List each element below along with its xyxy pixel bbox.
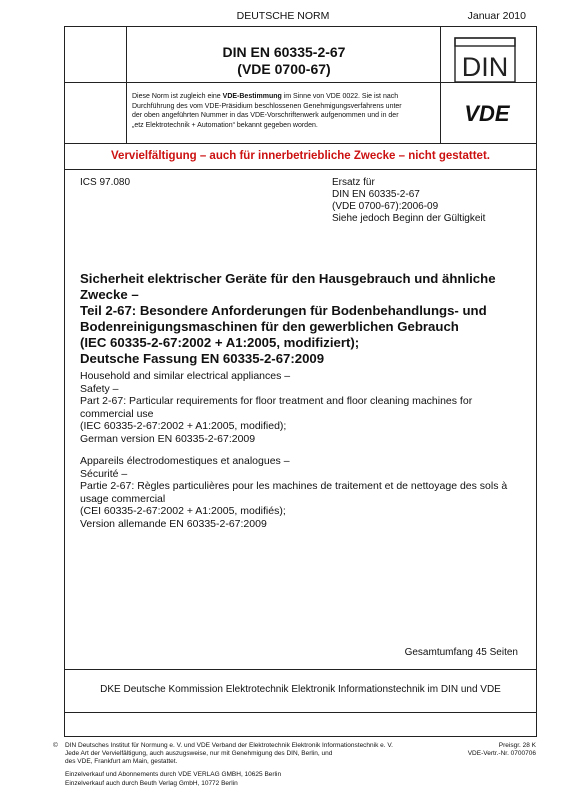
- price-info: Preisgr. 28 K VDE-Vertr.-Nr. 0700706: [467, 742, 536, 757]
- copy-warning: Vervielfältigung – auch für innerbetriebliche Zwecke – nicht gestattet.: [111, 150, 490, 162]
- title-french: Appareils électrodomestiques et analogues – Sécurité – Partie 2-67: Règles particulières pour les machines de traitement et de nettoyage des sols à usage commercial (CEI 60335-2-67:2002 + A1:2005, modifiés); Version allemande EN 60335-2-67:2009: [80, 455, 508, 530]
- copyright-notice: © DIN Deutsches Institut für Normung e. V. und VDE Verband der Elektrotechnik Elektronik Informationstechnik e. V. Jede Art der Vervielfältigung, auch auszugsweise, nur mit Genehmigung des DIN, Berlin, und des VDE, Frankfurt am Main, gestattet.: [53, 742, 393, 765]
- vde-logo-text: VDE: [464, 101, 510, 126]
- vde-number: (VDE 0700-67): [237, 61, 331, 77]
- replacement-info: Ersatz für DIN EN 60335-2-67 (VDE 0700-67):2006-09 Siehe jedoch Beginn der Gültigkeit: [332, 177, 486, 224]
- vde-logo: [452, 98, 522, 128]
- total-pages: Gesamtumfang 45 Seiten: [404, 647, 518, 658]
- document-number: DIN EN 60335-2-67: [222, 44, 346, 60]
- standard-type-label: DEUTSCHE NORM: [236, 10, 330, 22]
- document-number-block: [130, 44, 438, 78]
- vde-notice: Diese Norm ist zugleich eine VDE-Bestimmung im Sinne von VDE 0022. Sie ist nach Durchführung des vom VDE-Präsidium beschlossenen Genehmigungsverfahrens unter der oben angeführten Nummer in das VDE-Vorschriftenwerk aufgenommen und in der „etz Elektrotechnik + Automation“ bekannt gegeben worden.: [132, 93, 402, 129]
- ics-code: ICS 97.080: [80, 177, 131, 188]
- title-english: Household and similar electrical appliances – Safety – Part 2-67: Particular requirements for floor treatment and floor cleaning machines for commercial use (IEC 60335-2-67:2002 + A1:2005, modified); German version EN 60335-2-67:2009: [80, 370, 473, 445]
- issue-date: Januar 2010: [467, 10, 526, 22]
- sales-info: Einzelverkauf und Abonnements durch VDE VERLAG GMBH, 10625 Berlin Einzelverkauf auch durch Beuth Verlag GmbH, 10772 Berlin: [65, 771, 282, 787]
- dke-line: DKE Deutsche Kommission Elektrotechnik Elektronik Informationstechnik im DIN und VDE: [100, 684, 501, 695]
- din-logo: [452, 36, 518, 84]
- din-logo-text: DIN: [461, 52, 509, 82]
- title-german: Sicherheit elektrischer Geräte für den Hausgebrauch und ähnliche Zwecke – Teil 2-67: Besondere Anforderungen für Bodenbehandlungs- und Bodenreinigungsmaschinen für den gewerblichen Gebrauch (IEC 60335-2-67:2002 + A1:2005, modifiziert); Deutsche Fassung EN 60335-2-67:2009: [80, 271, 496, 366]
- copyright-symbol: ©: [53, 742, 58, 749]
